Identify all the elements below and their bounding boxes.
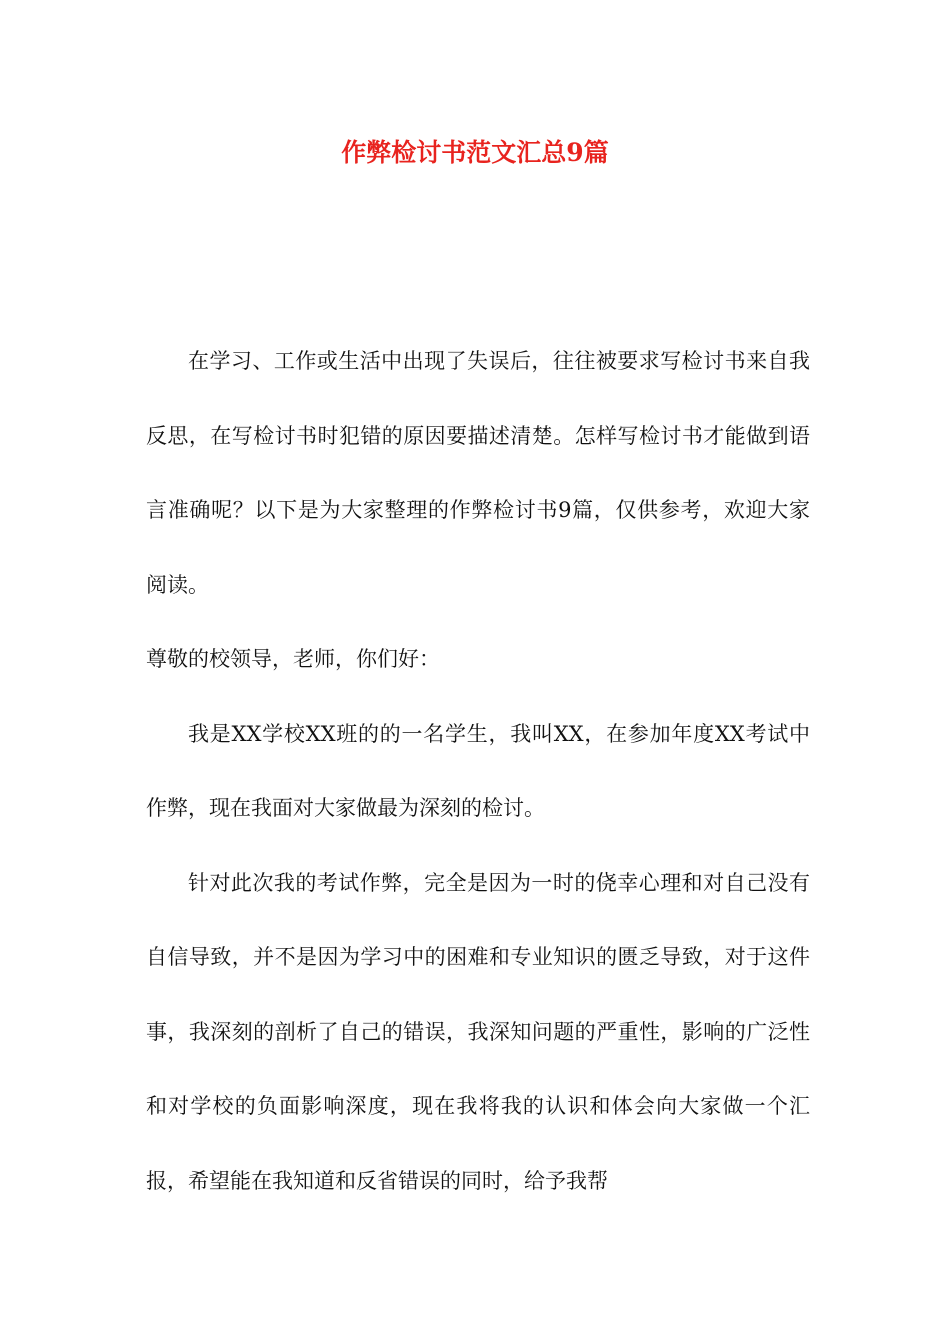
document-title: 作弊检讨书范文汇总9篇 bbox=[341, 138, 609, 167]
paragraph-reflection: 针对此次我的考试作弊，完全是因为一时的侥幸心理和对自己没有自信导致，并不是因为学习中的困难和专业知识的匮乏导致，对于这件事，我深刻的剖析了自己的错误，我深知问题的严重性，影响的广泛性和对学校的负面影响深度，现在我将我的认识和体会向大家做一个汇报，希望能在我知道和反省错误的同时，给予我帮 bbox=[146, 870, 810, 1193]
paragraph-salutation: 尊敬的校领导，老师，你们好： bbox=[146, 647, 440, 671]
paragraph-intro: 在学习、工作或生活中出现了失误后，往往被要求写检讨书来自我反思，在写检讨书时犯错的原因要描述清楚。怎样写检讨书才能做到语言准确呢？以下是为大家整理的作弊检讨书9篇，仅供参考，欢迎大家阅读。 bbox=[146, 349, 810, 597]
document-body bbox=[146, 324, 810, 1218]
paragraph-self-introduction: 我是XX学校XX班的的一名学生，我叫XX，在参加年度XX考试中作弊，现在我面对大家做最为深刻的检讨。 bbox=[146, 721, 810, 820]
